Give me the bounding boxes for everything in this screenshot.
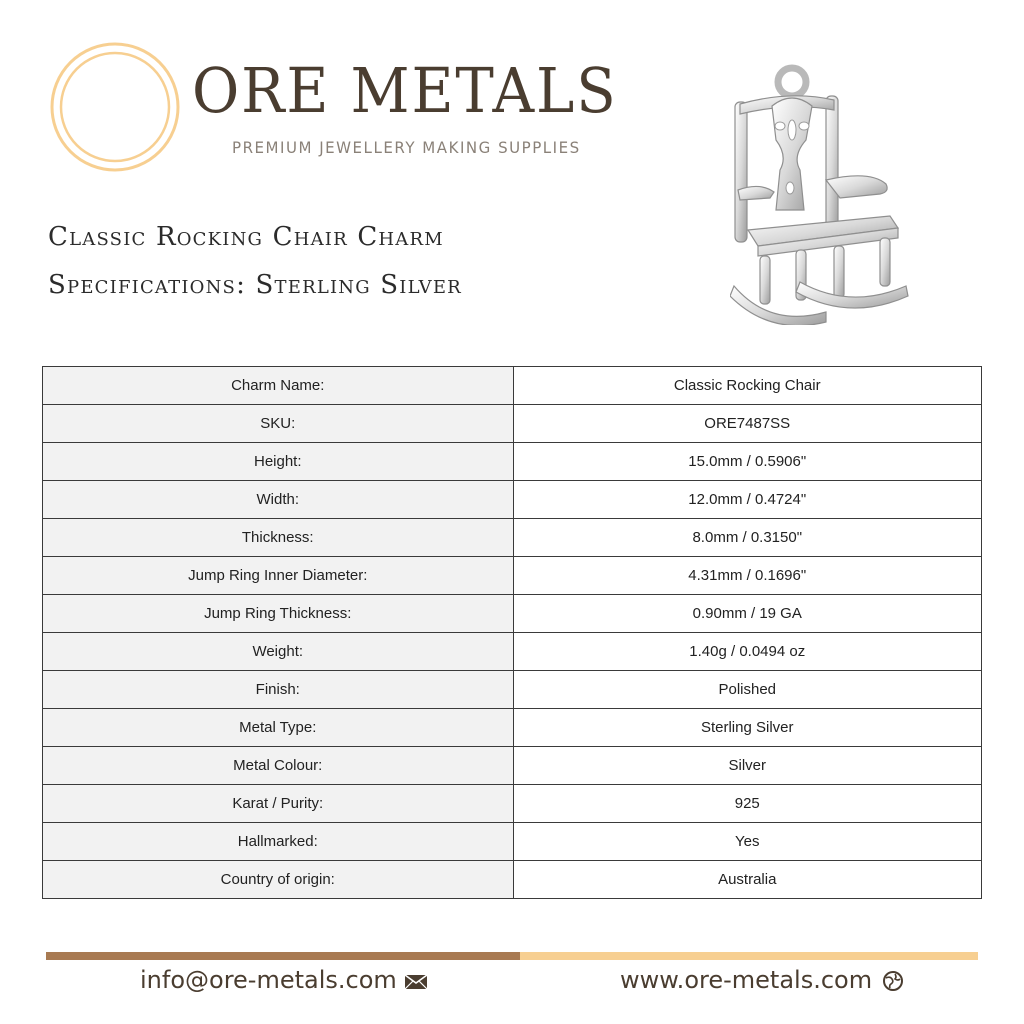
- rocking-chair-charm-image: [730, 60, 910, 325]
- spec-value: 4.31mm / 0.1696": [513, 557, 982, 595]
- product-subtitle: Specifications: Sterling Silver: [48, 270, 462, 300]
- spec-row: [43, 709, 982, 747]
- spec-value: Polished: [513, 671, 982, 709]
- spec-label: Width:: [43, 481, 514, 519]
- spec-label: SKU:: [43, 405, 514, 443]
- spec-label: Thickness:: [43, 519, 514, 557]
- product-title: Classic Rocking Chair Charm: [48, 222, 444, 252]
- spec-label: Weight:: [43, 633, 514, 671]
- footer-website[interactable]: www.ore-metals.com: [620, 966, 873, 994]
- specifications-table: [42, 366, 982, 899]
- spec-label: Karat / Purity:: [43, 785, 514, 823]
- globe-icon: [882, 970, 904, 992]
- footer-bar-right: [520, 952, 978, 960]
- spec-value: Silver: [513, 747, 982, 785]
- spec-value: Sterling Silver: [513, 709, 982, 747]
- spec-value: Australia: [513, 861, 982, 899]
- spec-value: 8.0mm / 0.3150": [513, 519, 982, 557]
- spec-row: [43, 823, 982, 861]
- spec-label: Charm Name:: [43, 367, 514, 405]
- spec-row: [43, 443, 982, 481]
- double-ring-logo-icon: [48, 40, 182, 174]
- spec-value: 1.40g / 0.0494 oz: [513, 633, 982, 671]
- spec-value: Classic Rocking Chair: [513, 367, 982, 405]
- envelope-icon: [404, 974, 428, 990]
- spec-row: [43, 595, 982, 633]
- spec-row: [43, 785, 982, 823]
- spec-row: [43, 633, 982, 671]
- spec-label: Metal Type:: [43, 709, 514, 747]
- footer-email[interactable]: info@ore-metals.com: [140, 966, 397, 994]
- brand-name: ORE METALS: [192, 54, 618, 127]
- spec-row: [43, 861, 982, 899]
- spec-row: [43, 481, 982, 519]
- spec-label: Jump Ring Inner Diameter:: [43, 557, 514, 595]
- spec-value: 15.0mm / 0.5906": [513, 443, 982, 481]
- spec-label: Jump Ring Thickness:: [43, 595, 514, 633]
- spec-row: [43, 405, 982, 443]
- spec-label: Hallmarked:: [43, 823, 514, 861]
- spec-label: Finish:: [43, 671, 514, 709]
- spec-row: [43, 519, 982, 557]
- spec-value: Yes: [513, 823, 982, 861]
- spec-row: [43, 367, 982, 405]
- footer-bar-left: [46, 952, 520, 960]
- spec-value: 12.0mm / 0.4724": [513, 481, 982, 519]
- spec-value: ORE7487SS: [513, 405, 982, 443]
- spec-value: 925: [513, 785, 982, 823]
- spec-row: [43, 557, 982, 595]
- spec-row: [43, 671, 982, 709]
- brand-tagline: PREMIUM JEWELLERY MAKING SUPPLIES: [232, 138, 581, 157]
- spec-label: Height:: [43, 443, 514, 481]
- spec-label: Country of origin:: [43, 861, 514, 899]
- spec-row: [43, 747, 982, 785]
- spec-label: Metal Colour:: [43, 747, 514, 785]
- spec-value: 0.90mm / 19 GA: [513, 595, 982, 633]
